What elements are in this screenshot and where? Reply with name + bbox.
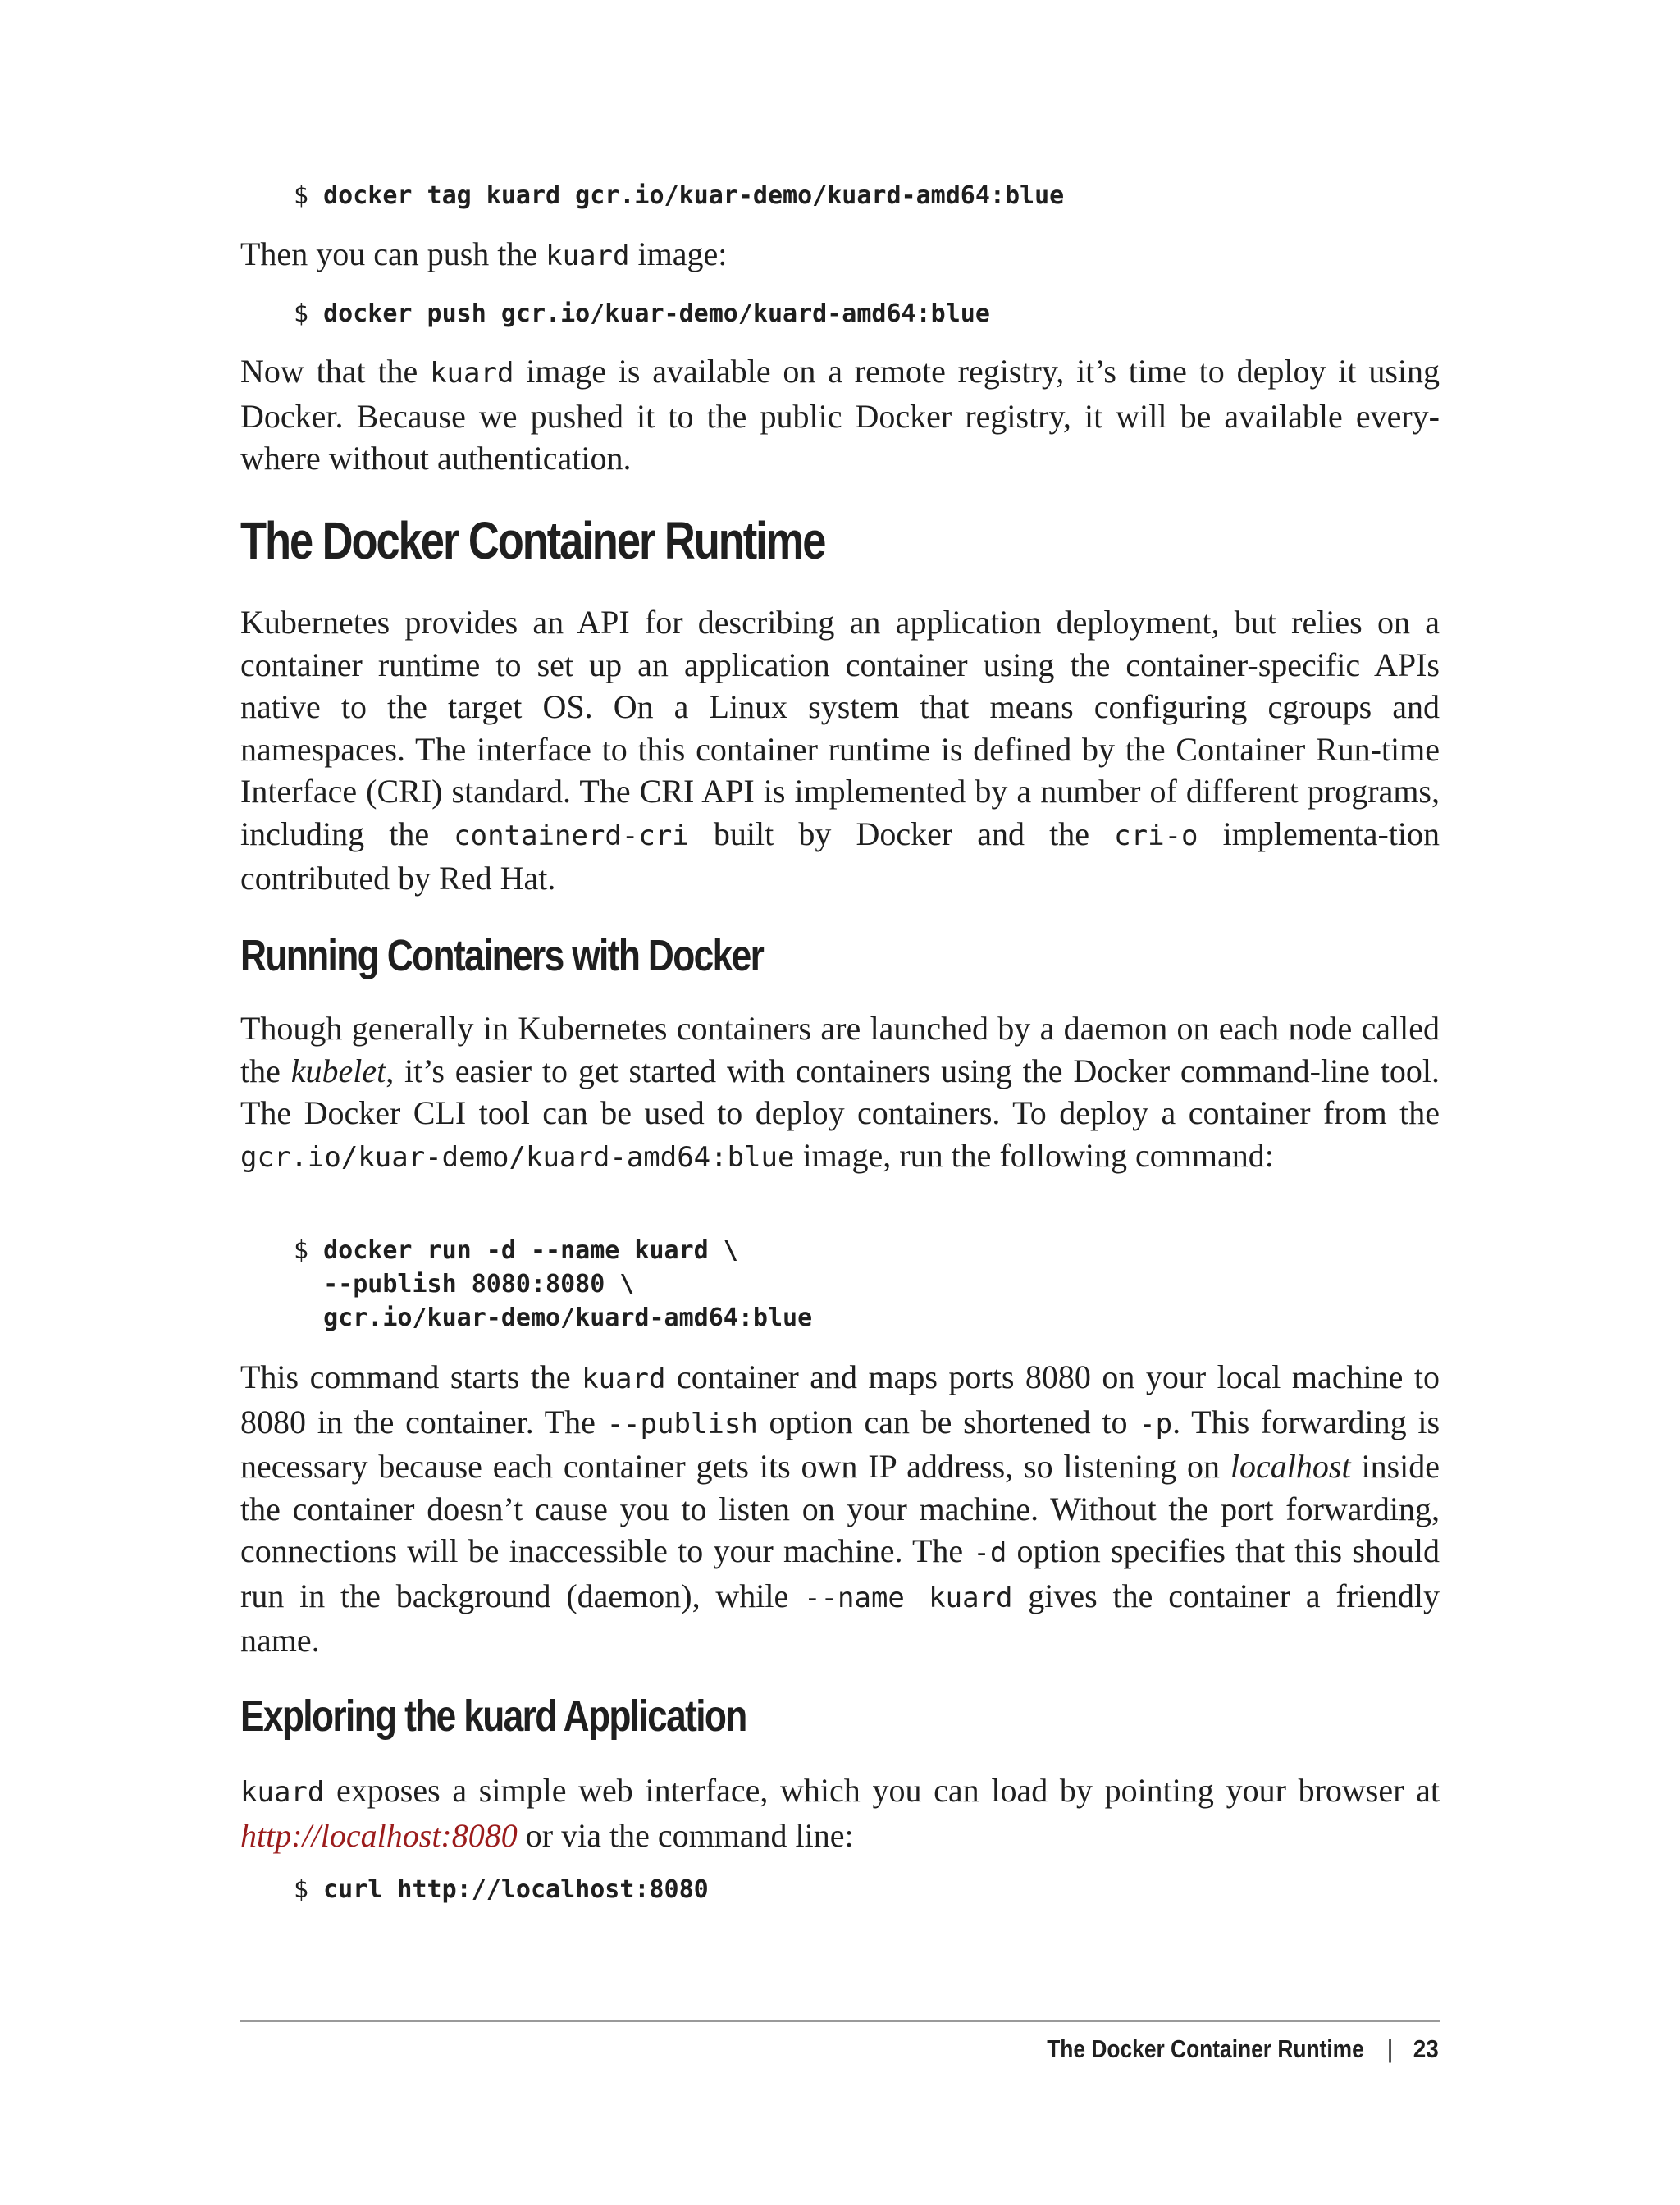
text: or via the command line: <box>517 1816 854 1854</box>
inline-code: containerd-cri <box>454 819 689 852</box>
text: Then you can push the <box>240 235 546 272</box>
shell-prompt: $ <box>294 1236 309 1265</box>
inline-code: kuard <box>582 1363 666 1395</box>
paragraph-running-containers <box>240 1007 1440 1179</box>
text: image is available on a remote registry, it’s time to deploy it using Docker. Because we pushed it to the public Docker registry, it will be available every-where without authentication. <box>240 353 1440 477</box>
footer-separator: | <box>1386 2034 1394 2063</box>
text: inside the container doesn’t cause you to listen on your machine. Without the port forwarding, connections will be inaccessible to your machine. The <box>240 1448 1440 1569</box>
code-command: docker push gcr.io/kuar-demo/kuard-amd64:blue <box>323 299 990 328</box>
inline-code: kuard <box>430 357 514 390</box>
inline-code: kuard <box>546 240 630 272</box>
text: Now that the <box>240 353 431 390</box>
inline-code: gcr.io/kuar-demo/kuard-amd64:blue <box>240 1140 795 1174</box>
paragraph-command-explanation <box>240 1356 1440 1662</box>
paragraph-registry <box>240 350 1440 480</box>
text: container and maps ports 8080 on your local machine to 8080 in the container. The <box>240 1358 1440 1440</box>
text: option can be shortened to <box>757 1403 1139 1440</box>
inline-code: cri-o <box>1114 819 1198 852</box>
book-page <box>240 0 1440 2205</box>
text: , it’s easier to get started with containers using the Docker command-line tool. The Docker CLI tool can be used to deploy containers. To deploy a container from the <box>240 1052 1440 1131</box>
code-command: docker tag kuard gcr.io/kuar-demo/kuard-amd64:blue <box>323 181 1065 210</box>
code-line: --publish 8080:8080 \ <box>323 1270 635 1299</box>
inline-code: --name kuard <box>804 1581 1013 1614</box>
text: image: <box>629 235 728 272</box>
text: gives the container a friendly name. <box>240 1577 1440 1659</box>
text: This command starts the <box>240 1358 582 1395</box>
inline-code: kuard <box>240 1776 325 1809</box>
page-footer <box>991 2034 1440 2064</box>
section-heading: The Docker Container Runtime <box>240 511 825 570</box>
text: Though generally in Kubernetes containers are launched by a daemon on each node called the <box>240 1010 1440 1089</box>
text: implementa-tion contributed by Red Hat. <box>240 815 1440 897</box>
text: Kubernetes provides an API for describing an application deployment, but relies on a container runtime to set up an application container using the container-specific APIs native to the target OS. On a Linux system that means configuring cgroups and namespaces. The interface to this container runtime is defined by the Container Run-time Interface (CRI) standard. The CRI API is implemented by a number of different programs, including the <box>240 604 1440 852</box>
page-number: 23 <box>1413 2034 1439 2063</box>
text: . This forwarding is necessary because each container gets its own IP address, so listening on <box>240 1403 1440 1485</box>
paragraph-container-runtime <box>240 601 1440 900</box>
footer-rule <box>240 2020 1440 2022</box>
text: built by Docker and the <box>688 815 1115 852</box>
inline-code: -p <box>1139 1407 1173 1440</box>
code-block-docker-run <box>294 1234 812 1335</box>
subsection-heading-exploring: Exploring the kuard Application <box>240 1691 746 1741</box>
paragraph-kuard-web <box>240 1769 1440 1856</box>
inline-code: --publish <box>606 1407 758 1440</box>
localhost-link[interactable]: http://localhost:8080 <box>240 1816 518 1854</box>
text: option specifies that this should run in the background (daemon), while <box>240 1532 1440 1614</box>
italic-term: localhost <box>1230 1448 1351 1485</box>
code-block-docker-tag <box>294 179 1064 212</box>
subsection-heading-running: Running Containers with Docker <box>240 931 764 980</box>
footer-section-title: The Docker Container Runtime <box>1046 2034 1364 2063</box>
text: image, run the following command: <box>794 1136 1274 1174</box>
code-line: docker run -d --name kuard \ <box>323 1236 738 1265</box>
shell-prompt: $ <box>294 1875 309 1904</box>
inline-code: -d <box>973 1536 1007 1569</box>
text: exposes a simple web interface, which you can load by pointing your browser at <box>324 1772 1440 1809</box>
code-block-docker-push <box>294 297 990 331</box>
shell-prompt: $ <box>294 181 309 210</box>
paragraph-push-intro <box>240 233 1440 278</box>
code-line: gcr.io/kuar-demo/kuard-amd64:blue <box>323 1303 813 1332</box>
italic-term: kubelet <box>290 1052 386 1089</box>
code-command: curl http://localhost:8080 <box>323 1875 709 1904</box>
shell-prompt: $ <box>294 299 309 328</box>
code-block-curl <box>294 1873 709 1906</box>
